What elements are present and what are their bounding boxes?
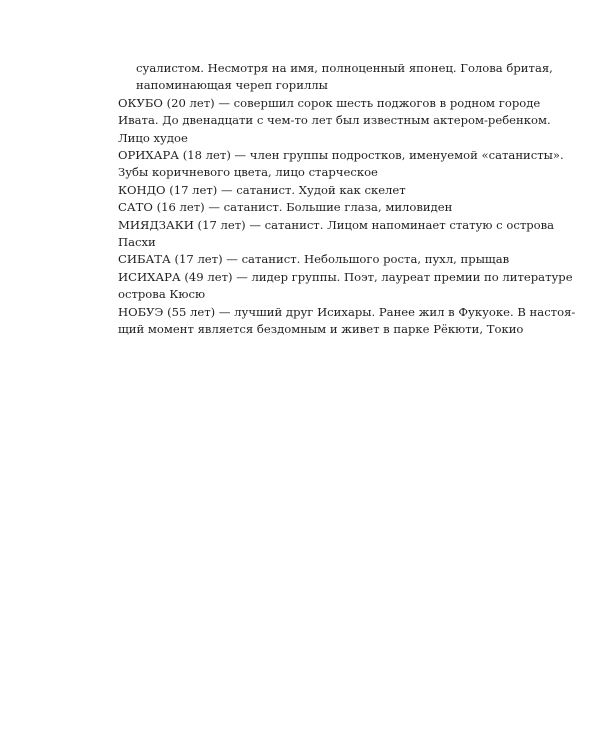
character-entry-miyadzaki — [118, 217, 555, 252]
text-line: щий момент является бездомным и живет в парке Рёкюти, Токио — [118, 322, 524, 337]
text-line: напоминающая череп гориллы — [136, 78, 328, 93]
text-line: ОРИХАРА (18 лет) — член группы подростков, именуемой «сатанисты». — [118, 148, 564, 163]
text-line: Пасхи — [118, 235, 156, 250]
text-line: Зубы коричневого цвета, лицо старческое — [118, 165, 378, 180]
character-entry-orihara — [118, 147, 564, 182]
text-line: САТО (16 лет) — сатанист. Большие глаза, миловиден — [118, 200, 453, 215]
text-line: острова Кюсю — [118, 287, 206, 302]
text-line: СИБАТА (17 лет) — сатанист. Небольшого роста, пухл, прыщав — [118, 252, 510, 267]
character-entry-sibata — [118, 251, 510, 268]
text-line: ИСИХАРА (49 лет) — лидер группы. Поэт, лауреат премии по литературе — [118, 269, 573, 284]
text-line: КОНДО (17 лет) — сатанист. Худой как скелет — [118, 182, 406, 197]
text-line: суалистом. Несмотря на имя, полноценный японец. Голова бритая, — [136, 61, 553, 75]
character-list — [118, 60, 576, 339]
character-entry-isihara — [118, 269, 573, 304]
character-entry-nobue — [118, 304, 576, 339]
character-entry-okubo — [118, 95, 551, 147]
character-entry-continuation — [118, 60, 553, 95]
text-line: Ивата. До двенадцати с чем-то лет был известным актером-ребенком. — [118, 113, 551, 128]
character-entry-kondo — [118, 182, 490, 199]
text-line: ОКУБО (20 лет) — совершил сорок шесть поджогов в родном городе — [118, 95, 541, 110]
text-line: МИЯДЗАКИ (17 лет) — сатанист. Лицом напоминает статую с острова — [118, 217, 555, 232]
text-line: Лицо худое — [118, 130, 188, 145]
character-entry-sato — [118, 199, 490, 216]
text-line: НОБУЭ (55 лет) — лучший друг Исихары. Ранее жил в Фукуоке. В настоя- — [118, 304, 576, 319]
